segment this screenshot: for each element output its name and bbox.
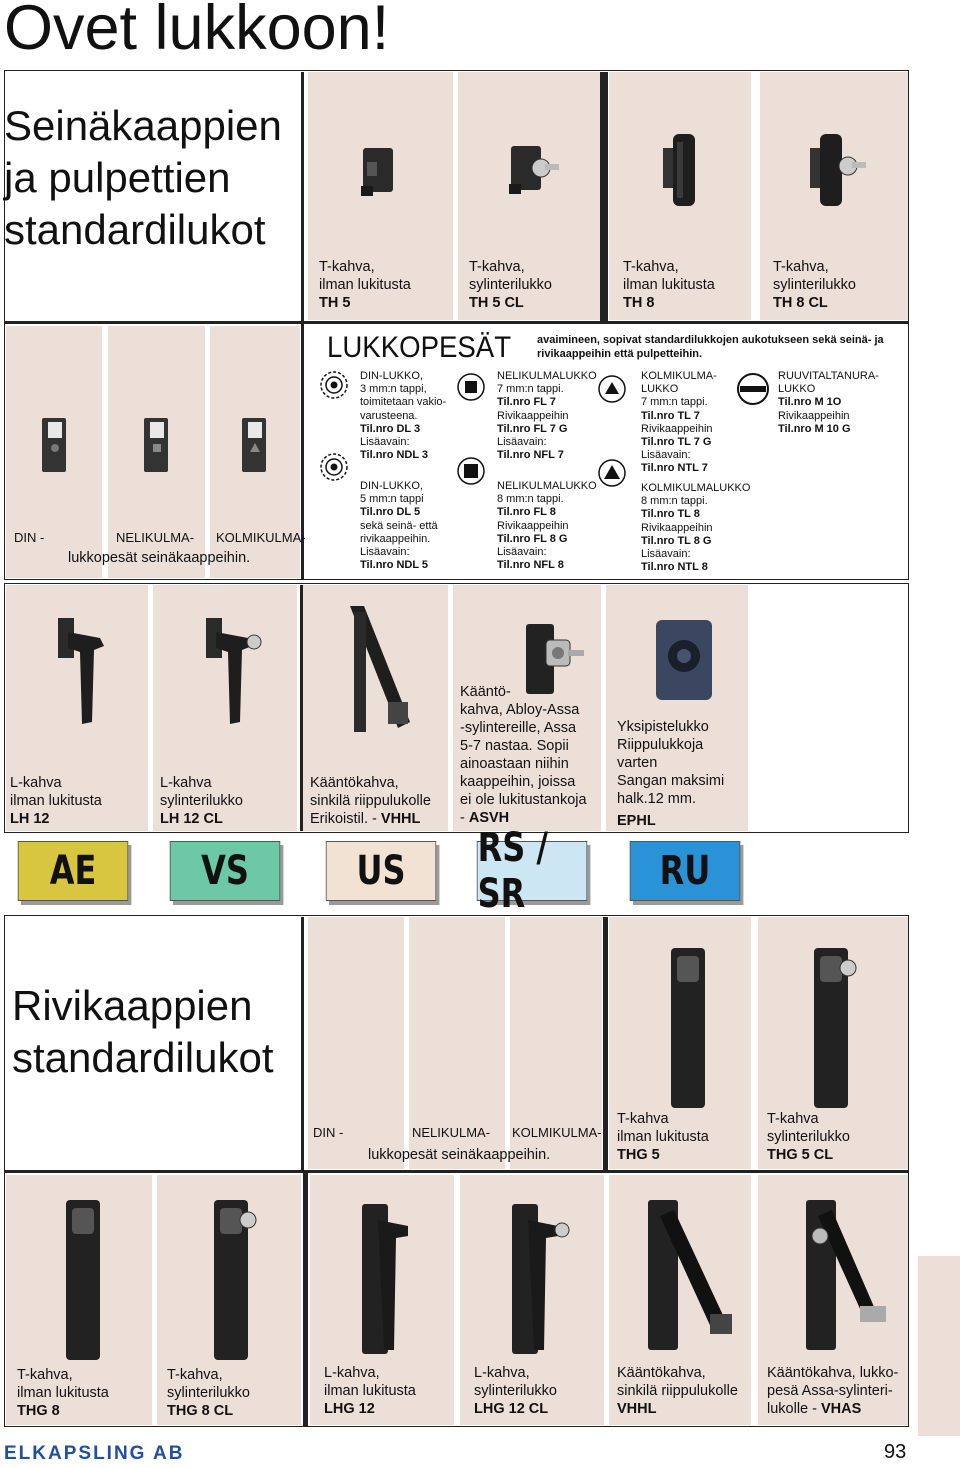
rk-locktype-din: DIN - <box>313 1125 344 1140</box>
locktype-caption: lukkopesät seinäkaappeihin. <box>68 550 251 566</box>
t-handle-thg8-image <box>60 1196 110 1366</box>
page-title: Ovet lukkoon! <box>4 0 390 63</box>
triangle-lockhouse-image <box>240 416 272 476</box>
spec-m-10: RUUVITALTANURA- LUKKO Til.nro M 1O Rivikaappeihin Til.nro M 10 G <box>778 370 879 435</box>
color-code-ru: RU <box>630 841 740 901</box>
rk-locktype-caption: lukkopesät seinäkaappeihin. <box>368 1147 551 1163</box>
caption-lhg12cl: L-kahva, sylinterilukko LHG 12 CL <box>474 1365 557 1417</box>
square-symbol-icon <box>456 456 486 486</box>
spec-tl-8: KOLMIKULMALUKKO 8 mm:n tappi. Til.nro TL 8 Rivikaappeihin Til.nro TL 8 G Lisäavain: Til.nro NTL 8 <box>641 482 751 574</box>
caption-th5cl: T-kahva, sylinterilukko TH 5 CL <box>469 259 552 311</box>
caption-thg8cl: T-kahva, sylinterilukko THG 8 CL <box>167 1367 250 1419</box>
page-edge-tab <box>918 1256 960 1436</box>
t-handle-thg5-image <box>665 944 715 1114</box>
page-number: 93 <box>884 1441 907 1463</box>
locktype-triangle: KOLMIKULMA- <box>216 530 306 545</box>
spec-fl-7: NELIKULMALUKKO 7 mm:n tappi. Til.nro FL 7 Rivikaappeihin Til.nro FL 7 G Lisäavain: Til.nro NFL 7 <box>497 370 597 462</box>
lukkopesat-title: LUKKOPESÄT <box>327 331 512 364</box>
l-handle-lh12cl-image <box>202 612 268 732</box>
square-lockhouse-image <box>142 416 174 476</box>
caption-vhhl-row: Kääntökahva, sinkilä riippulukolle VHHL <box>617 1365 738 1417</box>
caption-lhg12: L-kahva, ilman lukitusta LHG 12 <box>324 1365 416 1417</box>
color-code-us: US <box>326 841 436 901</box>
lukkopesat-subtitle: avaimineen, sopivat standardilukkojen aukotukseen sekä seinä- ja rivikaappeihin että pulpetteihin. <box>537 334 884 360</box>
swing-handle-vhhl-row-image <box>640 1196 740 1356</box>
color-code-vs: VS <box>170 841 280 901</box>
padlock-lock-ephl-image <box>652 616 716 706</box>
caption-vhas: Kääntökahva, lukko- pesä Assa-sylinteri- lukolle - VHAS <box>767 1365 899 1417</box>
section3-heading: Rivikaappien standardilukot <box>12 982 274 1081</box>
spec-fl-8: NELIKULMALUKKO 8 mm:n tappi. Til.nro FL 8 Rivikaappeihin Til.nro FL 8 G Lisäavain: Til.nro NFL 8 <box>497 480 597 572</box>
spec-din-3: DIN-LUKKO, 3 mm:n tappi, toimitetaan vakio- varusteena. Til.nro DL 3 Lisäavain: Til.nro NDL 3 <box>360 370 447 462</box>
company-name: ELKAPSLING AB <box>4 1443 185 1464</box>
caption-thg5cl: T-kahva sylinterilukko THG 5 CL <box>767 1111 850 1163</box>
t-handle-th5-image <box>355 142 405 202</box>
locktype-din: DIN - <box>14 530 45 545</box>
swing-handle-vhhl-image <box>340 602 420 752</box>
locktype-square: NELIKULMA- <box>116 530 195 545</box>
caption-th5: T-kahva, ilman lukitusta TH 5 <box>319 259 411 311</box>
caption-lh12: L-kahva ilman lukitusta LH 12 <box>10 775 102 827</box>
caption-lh12cl: L-kahva sylinterilukko LH 12 CL <box>160 775 243 827</box>
square-symbol-icon <box>456 372 486 402</box>
t-handle-thg8cl-image <box>208 1196 268 1366</box>
spec-tl-7: KOLMIKULMA- LUKKO 7 mm:n tappi. Til.nro TL 7 Rivikaappeihin Til.nro TL 7 G Lisäavain: Til.nro NTL 7 <box>641 370 717 475</box>
caption-thg8: T-kahva, ilman lukitusta THG 8 <box>17 1367 109 1419</box>
color-code-ae: AE <box>18 841 128 901</box>
spec-din-5: DIN-LUKKO, 5 mm:n tappi Til.nro DL 5 sekä seinä- että rivikaappeihin. Lisäavain: Til.nro NDL 5 <box>360 480 438 572</box>
swing-handle-vhas-image <box>798 1196 898 1356</box>
rk-locktype-square: NELIKULMA- <box>412 1125 491 1140</box>
t-handle-th8-image <box>657 128 713 212</box>
color-code-rs-sr: RS / SR <box>477 841 587 901</box>
triangle-symbol-icon <box>597 374 627 404</box>
triangle-symbol-icon <box>597 458 627 488</box>
caption-asvh: Kääntö- kahva, Abloy-Assa -sylintereille, Assa 5-7 nastaa. Sopii ainoastaan niihin kaappeihin, joissa ei ole lukitustankoja - ASVH <box>460 684 587 826</box>
din-lockhouse-image <box>40 416 72 476</box>
rk-locktype-triangle: KOLMIKULMA- <box>512 1125 602 1140</box>
t-handle-th8cl-image <box>804 128 874 212</box>
caption-ephl: Yksipistelukko Riippulukkoja varten Sangan maksimi halk.12 mm. EPHL <box>617 719 725 829</box>
caption-th8: T-kahva, ilman lukitusta TH 8 <box>623 259 715 311</box>
slot-symbol-icon <box>736 372 770 406</box>
l-handle-lh12-image <box>54 612 114 732</box>
t-handle-thg5cl-image <box>808 944 868 1114</box>
caption-vhhl: Kääntökahva, sinkilä riippulukolle Erikoistil. - VHHL <box>310 775 431 827</box>
section1-heading: Seinäkaappien ja pulpettien standardilukot <box>4 102 282 253</box>
din-symbol-icon <box>319 370 349 400</box>
caption-thg5: T-kahva ilman lukitusta THG 5 <box>617 1111 709 1163</box>
t-handle-th5cl-image <box>505 140 565 202</box>
din-symbol-icon <box>319 452 349 482</box>
l-handle-lhg12cl-image <box>508 1200 574 1360</box>
l-handle-lhg12-image <box>358 1200 418 1360</box>
caption-th8cl: T-kahva, sylinterilukko TH 8 CL <box>773 259 856 311</box>
